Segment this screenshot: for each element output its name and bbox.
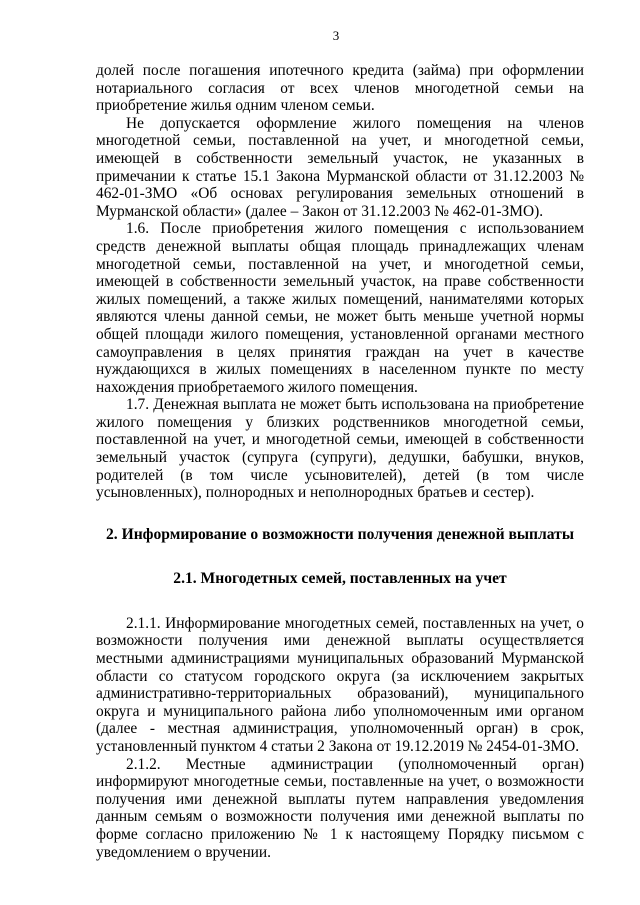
- document-page: [96, 28, 584, 861]
- paragraph-1-6: 1.6. После приобретения жилого помещения с использованием средств денежной выплаты общая площадь принадлежащих членам многодетной семьи, поставленной на учет, и многодетной семьи, имеющей в собственности земельный участок, на праве собственности жилых помещений, а также жилых помещений, нанимателями которых являются члены данной семьи, не может быть меньше учетной нормы общей площади жилого помещения, установленной органами местного самоуправления в целях принятия граждан на учет в качестве нуждающихся в жилых помещениях в населенном пункте по месту нахождения приобретаемого жилого помещения.: [96, 220, 584, 396]
- paragraph-2-1-1: 2.1.1. Информирование многодетных семей, поставленных на учет, о возможности получения ими денежной выплаты осуществляется местными администрациями муниципальных образований Мурманской области со статусом городского округа (за исключением закрытых административно-территориальных образований), муниципального округа и муниципального района либо уполномоченным ими органом (далее - местная администрация, уполномоченный орган) в срок, установленный пунктом 4 статьи 2 Закона от 19.12.2019 № 2454-01-ЗМО.: [96, 614, 584, 755]
- section-2-1-heading: 2.1. Многодетных семей, поставленных на учет: [173, 569, 507, 587]
- paragraph-1-7: 1.7. Денежная выплата не может быть использована на приобретение жилого помещения у близких родственников многодетной семьи, поставленной на учет, и многодетной семьи, имеющей в собственности земельный участок (супруга (супруги), дедушки, бабушки, внуков, родителей (в том числе усыновителей), детей (в том числе усыновленных), полнородных и неполнородных братьев и сестер).: [96, 396, 584, 502]
- paragraph-2-1-2: 2.1.2. Местные администрации (уполномоченный орган) информируют многодетные семьи, поставленные на учет, о возможности получения ими денежной выплаты путем направления уведомления данным семьям о возможности получения ими денежной выплаты по форме согласно приложению № 1 к настоящему Порядку письмом с уведомлением о вручении.: [96, 755, 584, 861]
- section-2-heading: 2. Информирование о возможности получения денежной выплаты: [105, 525, 575, 543]
- paragraph-continuation: долей после погашения ипотечного кредита (займа) при оформлении нотариального согласия от всех членов многодетной семьи на приобретение жилья одним членом семьи.: [96, 62, 584, 115]
- paragraph-restriction: Не допускается оформление жилого помещения на членов многодетной семьи, поставленной на учет, и многодетной семьи, имеющей в собственности земельный участок, не указанных в примечании к статье 15.1 Закона Мурманской области от 31.12.2003 № 462-01-ЗМО «Об основах регулирования земельных отношений в Мурманской области» (далее – Закон от 31.12.2003 № 462-01-ЗМО).: [96, 114, 584, 220]
- page-number: 3: [332, 28, 340, 43]
